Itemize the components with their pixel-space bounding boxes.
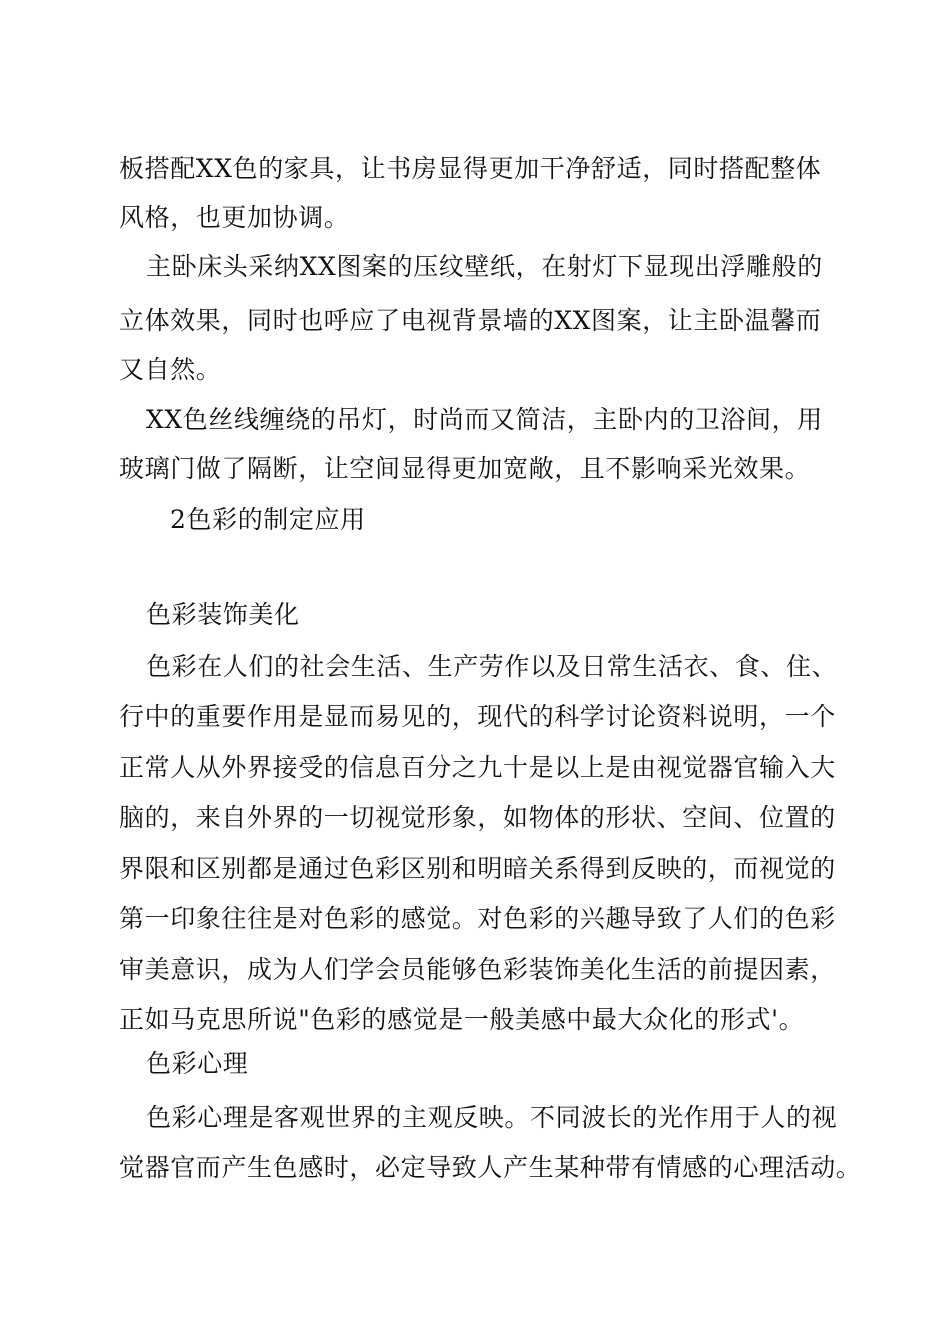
body-line: 第一印象往往是对色彩的感觉。对色彩的兴趣导致了人们的色彩 — [119, 904, 836, 933]
body-line: 板搭配XX色的家具，让书房显得更加干净舒适，同时搭配整体 — [119, 154, 822, 183]
body-line: 脑的，来自外界的一切视觉形象，如物体的形状、空间、位置的 — [119, 803, 836, 832]
subsection-heading: 色彩心理 — [146, 1049, 249, 1078]
body-line: 界限和区别都是通过色彩区别和明暗关系得到反映的，而视觉的 — [119, 854, 836, 883]
body-line: 色彩心理是客观世界的主观反映。不同波长的光作用于人的视 — [146, 1103, 838, 1132]
body-line: 审美意识，成为人们学会员能够色彩装饰美化生活的前提因素， — [119, 955, 836, 984]
body-line: 正常人从外界接受的信息百分之九十是以上是由视觉器官输入大 — [119, 753, 836, 782]
body-line: 立体效果，同时也呼应了电视背景墙的XX图案，让主卧温馨而 — [119, 306, 822, 335]
body-line: 正如马克思所说"色彩的感觉是一般美感中最大众化的形式'。 — [119, 1005, 805, 1034]
body-line: 主卧床头采纳XX图案的压纹壁纸，在射灯下显现出浮雕般的 — [146, 252, 823, 281]
body-line: 玻璃门做了隔断，让空间显得更加宽敞，且不影响采光效果。 — [119, 454, 811, 483]
body-line: 又自然。 — [119, 355, 222, 384]
section-heading: 2色彩的制定应用 — [170, 505, 366, 534]
body-line: 觉器官而产生色感时，必定导致人产生某种带有情感的心理活动。 — [119, 1153, 862, 1182]
subsection-heading: 色彩装饰美化 — [146, 600, 300, 629]
body-line: 色彩在人们的社会生活、生产劳作以及日常生活衣、食、住、 — [146, 652, 838, 681]
body-line: 风格，也更加协调。 — [119, 203, 350, 232]
body-line: 行中的重要作用是显而易见的，现代的科学讨论资料说明，一个 — [119, 702, 836, 731]
body-line: XX色丝线缠绕的吊灯，时尚而又简洁，主卧内的卫浴间，用 — [146, 405, 823, 434]
